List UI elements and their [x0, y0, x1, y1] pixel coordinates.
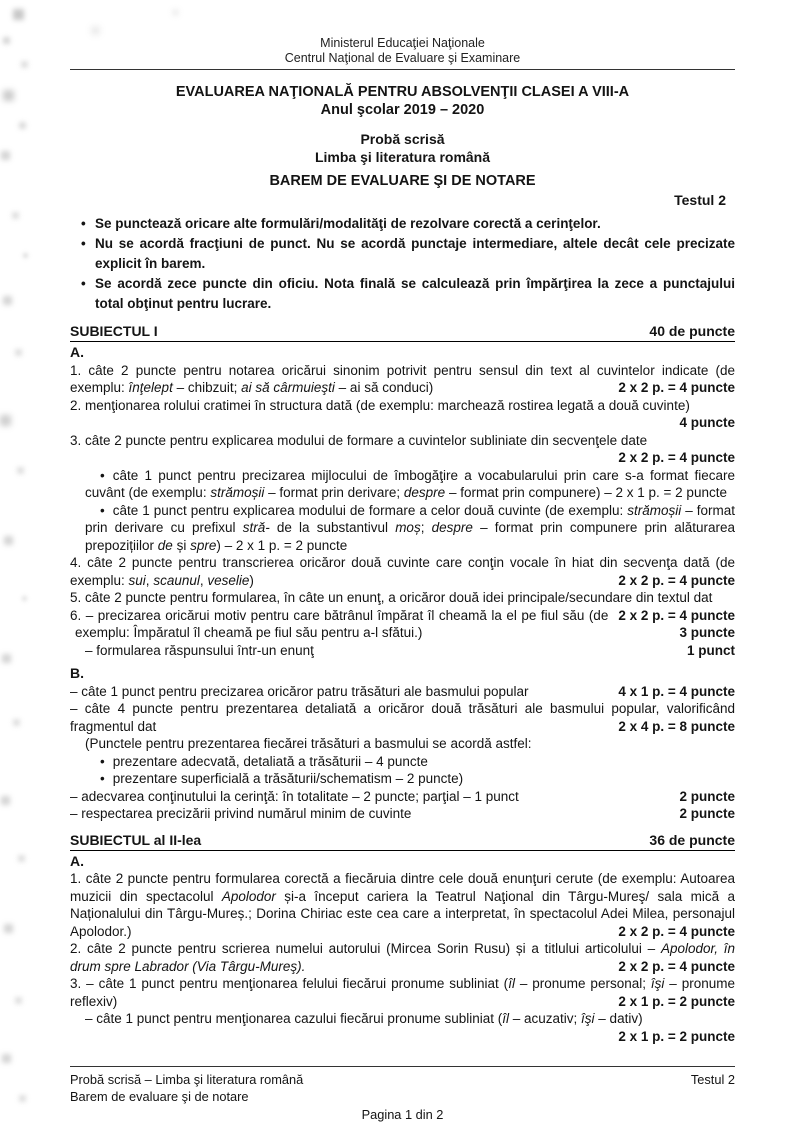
bullet-icon: •: [100, 467, 105, 483]
rubric-text: despre: [403, 485, 446, 500]
document-page: [70, 36, 735, 1045]
score-value: 2 x 2 p. = 4 puncte: [618, 572, 735, 588]
score-value: 2 x 1 p. = 2 puncte: [618, 1028, 735, 1044]
general-instructions: [70, 214, 735, 314]
footer: [70, 1066, 735, 1130]
rubric-item: [70, 753, 735, 771]
rubric-text: 1. câte 2 puncte pentru notarea oricărui sinonim potrivit pentru sensul din text al cuvintelor indicate (de exemplu:: [70, 362, 735, 395]
rubric-item: [70, 700, 735, 735]
rubric-text: spre: [190, 537, 217, 553]
rubric-item: [70, 870, 735, 940]
rubric-text: și-a început cariera la Teatrul Naţional din Târgu-Mureş/ sala mică a Naționalului din Târgu-Mureș.; Dorina Chiriac este cea care a interpretat, în spectacolul Adei Milea, personajul Apolodor.): [70, 888, 735, 939]
section-header: [70, 322, 735, 342]
score-value: 4 x 1 p. = 4 puncte: [618, 683, 735, 699]
rubric-item: [70, 940, 735, 975]
footer-test-number: Testul 2: [690, 1072, 735, 1087]
score-value: 2 x 1 p. = 2 puncte: [618, 993, 735, 1009]
score-value: 2 x 2 p. = 4 puncte: [618, 923, 735, 939]
rubric-text: stră-: [242, 520, 270, 535]
rubric-item: [70, 1010, 735, 1028]
rubric-text: Apolodor, în drum spre Labrador (Via Târgu-Mureş).: [70, 941, 735, 974]
rubric-text: – ai să conduci): [334, 380, 434, 395]
rubric-text: 1. câte 2 puncte pentru formularea corectă a fiecăruia dintre cele două enunţuri cerute (de exemplu: Autoarea muzicii din spectacolul: [70, 871, 735, 904]
scan-artifacts: [0, 0, 1, 1]
rubric-item: [70, 735, 735, 753]
bullet-icon: •: [81, 276, 86, 291]
section-points: 36 de puncte: [649, 831, 735, 848]
sections: [70, 322, 735, 1045]
rubric-text: îl: [508, 976, 515, 991]
rubric-text: – acuzativ;: [509, 1011, 582, 1026]
exam-title: EVALUAREA NAŢIONALĂ PENTRU ABSOLVENŢII CLASEI A VIII-A: [175, 84, 630, 100]
rubric-text: – pronume reflexiv): [70, 976, 735, 1009]
rubric-text: – format prin compunere) – 2 x 1 p. = 2 puncte: [445, 485, 727, 500]
rubric-text: sui: [128, 572, 146, 588]
rubric-item: [70, 805, 735, 823]
rubric-text: strămoșii: [627, 502, 682, 518]
score-value: 2 puncte: [679, 788, 735, 804]
rubric-text: 3. câte 2 puncte pentru explicarea modului de formare a cuvintelor subliniate din secvenţele date: [70, 432, 648, 448]
rubric-text: prezentare superficială a trăsăturii/schematism – 2 puncte): [112, 771, 464, 786]
rubric-text: prezentare adecvată, detaliată a trăsăturii – 4 puncte: [112, 753, 428, 769]
rubric-text: – formularea răspunsului într-un enunţ: [85, 642, 314, 658]
part-label: A.: [70, 344, 84, 360]
section-header: [70, 831, 735, 851]
rubric-item: [70, 502, 735, 555]
center-line: Centrul Naţional de Evaluare şi Examinare: [284, 50, 521, 65]
rubric-text: 5. câte 2 puncte pentru formularea, în câte un enunţ, a oricăror două idei principale/secundare din textul dat: [70, 590, 713, 605]
rubric-text: – dativ): [594, 1011, 643, 1026]
rubric-item: [70, 589, 735, 623]
rubric-text: de: [157, 537, 173, 553]
rubric-item: [70, 683, 735, 701]
instruction-text: Nu se acordă fracţiuni de punct. Nu se acordă punctaje intermediare, altele decât cele precizate explicit în barem.: [95, 236, 735, 271]
score-value: 4 puncte: [679, 415, 735, 430]
rubric-text: ai să cârmuieşti: [241, 380, 335, 395]
footer-barem: Barem de evaluare şi de notare: [70, 1089, 249, 1104]
rubric-item: [70, 788, 735, 806]
rubric-text: – chibzuit;: [172, 380, 242, 395]
subject-name: Limba şi literatura română: [314, 149, 491, 165]
rubric-text: ;: [420, 520, 432, 535]
rubric-text: ,: [145, 572, 154, 588]
rubric-text: câte 1 punct pentru precizarea mijlocului de îmbogăţire a vocabularului prin care s-a format fiecare cuvânt (de exemplu:: [85, 467, 735, 500]
rubric-text: – câte 1 punct pentru precizarea oricăror patru trăsături ale basmului popular: [70, 683, 529, 699]
rubric-text: câte 1 punct pentru explicarea modului de formare a celor două cuvinte (de exemplu:: [112, 502, 628, 518]
rubric-text: și: [172, 537, 191, 553]
rubric-text: – adecvarea conţinutului la cerinţă: în totalitate – 2 puncte; parţial – 1 punct: [70, 788, 519, 804]
bullet-icon: •: [100, 771, 105, 786]
section-points: 40 de puncte: [649, 323, 735, 339]
ministry-line: Ministerul Educaţiei Naţionale: [320, 36, 485, 50]
rubric-text: îl: [502, 1011, 509, 1026]
score-value: 2 puncte: [679, 806, 735, 821]
rubric-text: – respectarea precizării privind numărul minim de cuvinte: [70, 806, 412, 821]
rubric-item: [70, 554, 735, 589]
rubric-text: ) – 2 x 1 p. = 2 puncte: [216, 537, 348, 553]
rubric-text: Apolodor: [221, 888, 276, 904]
score-value: 2 x 2 p. = 4 puncte: [618, 607, 735, 623]
rubric-item: [70, 362, 735, 397]
rubric-text: (Punctele pentru prezentarea fiecărei trăsături a basmului se acordă astfel:: [85, 736, 532, 751]
page-number: Pagina 1 din 2: [361, 1107, 444, 1122]
part-label: A.: [70, 852, 84, 869]
document-header: [70, 36, 735, 70]
rubric-text: ,: [199, 572, 208, 588]
rubric-item: [70, 770, 735, 788]
score-value: 2 x 2 p. = 4 puncte: [618, 450, 735, 465]
instruction-item: [70, 214, 735, 234]
bullet-icon: •: [100, 753, 105, 769]
instruction-item: [70, 234, 735, 274]
rubric-text: – format prin derivare cu prefixul: [85, 502, 735, 535]
instruction-text: Se punctează oricare alte formulări/modalităţi de rezolvare corectă a cerinţelor.: [95, 216, 601, 231]
score-value: 2 x 4 p. = 8 puncte: [618, 718, 735, 734]
score-value: 3 puncte: [679, 625, 735, 640]
bullet-icon: •: [81, 236, 86, 251]
barem-title: BAREM DE EVALUARE ŞI DE NOTARE: [269, 173, 536, 189]
footer-exam-type: Probă scrisă – Limba şi literatura română: [70, 1072, 304, 1087]
score-value: 1 punct: [686, 642, 735, 658]
rubric-text: – pronume personal;: [514, 976, 651, 991]
rubric-text: scaunul: [153, 572, 200, 588]
bullet-icon: •: [81, 216, 86, 231]
rubric-text: veselie: [207, 572, 250, 588]
score-value: 2 x 2 p. = 4 puncte: [618, 380, 735, 395]
rubric-text: 3. – câte 1 punct pentru menţionarea felului fiecărui pronume subliniat (: [70, 976, 509, 991]
rubric-item: [70, 975, 735, 1010]
rubric-text: – câte 4 puncte pentru prezentarea detaliată a oricăror două trăsături ale basmului popular, valorificând fragmentul dat: [70, 701, 735, 734]
part-label: B.: [70, 665, 84, 681]
instruction-item: [70, 274, 735, 314]
section: [70, 322, 735, 823]
rubric-text: ): [249, 572, 254, 588]
rubric-text: de la substantivul: [269, 520, 396, 535]
rubric-text: 4. câte 2 puncte pentru transcrierea oricăror două cuvinte care conţin vocale în hiat din secvenţa dată (de exemplu:: [70, 555, 735, 588]
score-value: 2 x 2 p. = 4 puncte: [618, 958, 735, 974]
rubric-item: [70, 397, 735, 415]
section: [70, 831, 735, 1046]
rubric-text: înţelept: [128, 380, 173, 395]
rubric-text: – câte 1 punct pentru menţionarea cazului fiecărui pronume subliniat (: [85, 1011, 503, 1026]
rubric-text: 2. menţionarea rolului cratimei în structura dată (de exemplu: marchează rostirea legată a două cuvinte): [70, 397, 690, 413]
rubric-item: [70, 467, 735, 502]
rubric-text: – format prin derivare;: [264, 485, 404, 500]
rubric-text: îşi: [650, 976, 665, 991]
rubric-text: 2. câte 2 puncte pentru scrierea numelui autorului (Mircea Sorin Rusu) și a titlului articolului –: [70, 941, 661, 956]
instruction-text: Se acordă zece puncte din oficiu. Nota finală se calculează prin împărţirea la zece a punctajului total obţinut pentru lucrare.: [95, 276, 735, 311]
school-year: Anul şcolar 2019 – 2020: [320, 102, 485, 118]
rubric-text: îşi: [581, 1011, 595, 1026]
rubric-text: strămoșii: [210, 485, 265, 500]
rubric-text: – format prin compunere prin alăturarea prepozițiilor: [85, 520, 735, 553]
rubric-item: [70, 642, 735, 660]
rubric-text: despre: [431, 520, 473, 535]
test-number: Testul 2: [674, 192, 726, 208]
exam-type: Probă scrisă: [360, 131, 445, 147]
bullet-icon: •: [100, 502, 105, 518]
rubric-text: moș: [395, 520, 421, 535]
section-heading: SUBIECTUL al II-lea: [70, 831, 202, 848]
title-block: [70, 83, 735, 191]
rubric-item: [70, 432, 735, 450]
section-heading: SUBIECTUL I: [70, 323, 158, 339]
rubric-text: 6. – precizarea oricărui motiv pentru care bătrânul împărat îl cheamă la el pe fiul său (de exemplu: Împăratul îl cheamă pe fiul său pentru a-l sfătui.): [70, 607, 609, 640]
